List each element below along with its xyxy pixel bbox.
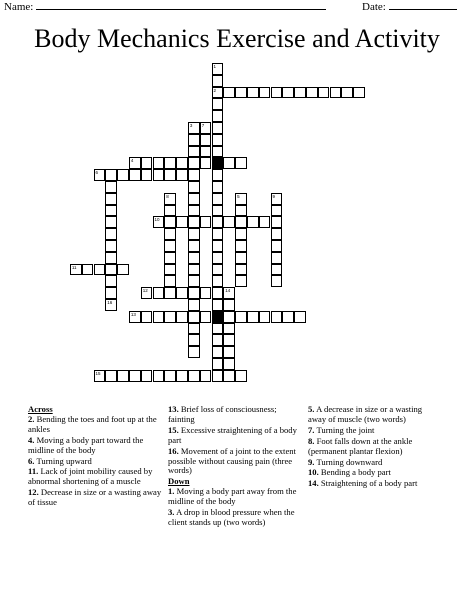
grid-cell[interactable] xyxy=(223,216,235,228)
grid-cell[interactable] xyxy=(259,216,271,228)
grid-cell[interactable] xyxy=(200,146,212,158)
grid-cell[interactable] xyxy=(212,205,224,217)
clue-number: 4 xyxy=(130,158,134,164)
clue-number: 9 xyxy=(272,193,276,199)
grid-cell[interactable] xyxy=(235,275,247,287)
grid-cell[interactable] xyxy=(105,240,117,252)
grid-cell[interactable] xyxy=(223,299,235,311)
grid-cell[interactable] xyxy=(188,264,200,276)
grid-cell[interactable] xyxy=(200,370,212,382)
grid-cell[interactable] xyxy=(188,157,200,169)
grid-cell[interactable] xyxy=(235,216,247,228)
grid-cell[interactable] xyxy=(271,311,283,323)
clue-across-4: 4. Moving a body part toward the midline of the body xyxy=(28,434,144,455)
grid-cell[interactable] xyxy=(94,169,106,181)
grid-cell[interactable] xyxy=(164,169,176,181)
down-heading: Down xyxy=(168,476,190,487)
grid-cell[interactable] xyxy=(188,346,200,358)
grid-cell[interactable] xyxy=(212,228,224,240)
grid-cell[interactable] xyxy=(271,205,283,217)
grid-cell[interactable] xyxy=(141,287,153,299)
grid-cell[interactable] xyxy=(105,205,117,217)
clue-down-7: 7. Turning the joint xyxy=(308,424,375,435)
grid-cell[interactable] xyxy=(223,358,235,370)
clue-across-15: 15. Excessive straightening of a body part xyxy=(168,424,297,445)
grid-cell[interactable] xyxy=(212,181,224,193)
grid-cell[interactable] xyxy=(94,370,106,382)
grid-cell[interactable] xyxy=(164,311,176,323)
grid-cell[interactable] xyxy=(164,264,176,276)
grid-cell[interactable] xyxy=(282,87,294,99)
clue-number: 1 xyxy=(213,64,217,69)
grid-cell[interactable] xyxy=(353,87,365,99)
clue-number: 12 xyxy=(142,288,148,294)
grid-cell[interactable] xyxy=(188,216,200,228)
grid-cell[interactable] xyxy=(235,370,247,382)
clue-down-3: 3. A drop in blood pressure when the client stands up (two words) xyxy=(168,507,295,527)
grid-cell[interactable] xyxy=(129,157,141,169)
page-title: Body Mechanics Exercise and Activity xyxy=(34,24,440,53)
grid-cell[interactable] xyxy=(212,146,224,158)
grid-cell[interactable] xyxy=(235,311,247,323)
grid-cell[interactable] xyxy=(188,287,200,299)
grid-cell[interactable] xyxy=(188,275,200,287)
grid-cell[interactable] xyxy=(341,87,353,99)
grid-cell[interactable] xyxy=(200,134,212,146)
across-clues-col1 xyxy=(28,405,164,509)
grid-cell[interactable] xyxy=(188,181,200,193)
grid-cell[interactable] xyxy=(223,287,235,299)
grid-cell[interactable] xyxy=(141,169,153,181)
grid-cell[interactable] xyxy=(188,228,200,240)
grid-cell[interactable] xyxy=(212,216,224,228)
clue-number: 14 xyxy=(225,288,231,294)
grid-cell[interactable] xyxy=(188,299,200,311)
grid-cell[interactable] xyxy=(212,193,224,205)
grid-cell[interactable] xyxy=(271,240,283,252)
grid-cell[interactable] xyxy=(235,264,247,276)
grid-cell[interactable] xyxy=(105,169,117,181)
grid-cell[interactable] xyxy=(176,157,188,169)
clue-down-9: 9. Turning downward xyxy=(308,456,383,467)
grid-cell[interactable] xyxy=(164,252,176,264)
grid-cell[interactable] xyxy=(105,216,117,228)
grid-cell[interactable] xyxy=(247,87,259,99)
grid-cell[interactable] xyxy=(188,240,200,252)
grid-cell[interactable] xyxy=(271,87,283,99)
grid-cell[interactable] xyxy=(223,334,235,346)
grid-cell[interactable] xyxy=(235,252,247,264)
grid-cell[interactable] xyxy=(271,264,283,276)
grid-cell[interactable] xyxy=(212,299,224,311)
grid-cell[interactable] xyxy=(247,311,259,323)
grid-cell[interactable] xyxy=(235,240,247,252)
grid-cell[interactable] xyxy=(271,216,283,228)
grid-cell[interactable] xyxy=(212,264,224,276)
grid-cell[interactable] xyxy=(188,323,200,335)
grid-cell[interactable] xyxy=(212,87,224,99)
grid-cell[interactable] xyxy=(129,311,141,323)
grid-cell[interactable] xyxy=(235,87,247,99)
grid-cell[interactable] xyxy=(306,87,318,99)
clue-number: 16 xyxy=(107,300,113,305)
grid-cell[interactable] xyxy=(188,311,200,323)
grid-cell[interactable] xyxy=(176,370,188,382)
grid-cell[interactable] xyxy=(117,169,129,181)
grid-cell[interactable] xyxy=(212,370,224,382)
grid-cell[interactable] xyxy=(235,157,247,169)
grid-cell[interactable] xyxy=(188,193,200,205)
clue-down-1: 1. Moving a body part away from the midline of the body xyxy=(168,486,297,507)
grid-cell[interactable] xyxy=(200,287,212,299)
grid-cell[interactable] xyxy=(176,311,188,323)
grid-cell[interactable] xyxy=(153,157,165,169)
grid-cell[interactable] xyxy=(212,358,224,370)
grid-cell[interactable] xyxy=(259,311,271,323)
grid-cell[interactable] xyxy=(330,87,342,99)
grid-cell[interactable] xyxy=(141,311,153,323)
grid-cell[interactable] xyxy=(164,240,176,252)
grid-cell[interactable] xyxy=(164,228,176,240)
grid-cell[interactable] xyxy=(176,169,188,181)
grid-cell[interactable] xyxy=(176,287,188,299)
grid-cell[interactable] xyxy=(70,264,82,276)
grid-cell[interactable] xyxy=(223,311,235,323)
grid-cell[interactable] xyxy=(153,169,165,181)
grid-cell[interactable] xyxy=(212,323,224,335)
grid-block xyxy=(212,311,224,323)
grid-cell[interactable] xyxy=(200,157,212,169)
clue-across-11: 11. Lack of joint mobility caused by abnormal shortening of a muscle xyxy=(28,466,153,487)
grid-cell[interactable] xyxy=(105,299,117,311)
clue-number: 10 xyxy=(154,217,160,223)
clue-across-16: 16. Movement of a joint to the extent possible without causing pain (three words) xyxy=(168,445,296,476)
clue-down-5: 5. A decrease in size or a wasting away of muscle (two words) xyxy=(308,404,423,424)
grid-cell[interactable] xyxy=(271,193,283,205)
grid-cell[interactable] xyxy=(141,157,153,169)
grid-cell[interactable] xyxy=(212,252,224,264)
clue-down-8: 8. Foot falls down at the ankle (permanent plantar flexion) xyxy=(308,435,413,456)
grid-cell[interactable] xyxy=(212,63,224,75)
grid-cell[interactable] xyxy=(153,216,165,228)
grid-cell[interactable] xyxy=(105,275,117,287)
clue-number: 8 xyxy=(166,193,169,199)
grid-cell[interactable] xyxy=(212,110,224,122)
grid-cell[interactable] xyxy=(212,334,224,346)
grid-cell[interactable] xyxy=(235,193,247,205)
clue-number: 13 xyxy=(130,311,136,317)
grid-cell[interactable] xyxy=(188,146,200,158)
grid-cell[interactable] xyxy=(200,216,212,228)
grid-cell[interactable] xyxy=(105,228,117,240)
grid-cell[interactable] xyxy=(164,275,176,287)
grid-cell[interactable] xyxy=(318,87,330,99)
grid-cell[interactable] xyxy=(141,370,153,382)
date-label: Date: xyxy=(362,1,386,13)
grid-cell[interactable] xyxy=(200,122,212,134)
grid-cell[interactable] xyxy=(212,122,224,134)
grid-cell[interactable] xyxy=(212,287,224,299)
grid-cell[interactable] xyxy=(164,205,176,217)
grid-cell[interactable] xyxy=(129,370,141,382)
grid-cell[interactable] xyxy=(117,370,129,382)
grid-block xyxy=(212,157,224,169)
name-label: Name: xyxy=(4,1,34,13)
grid-cell[interactable] xyxy=(223,323,235,335)
grid-cell[interactable] xyxy=(188,334,200,346)
grid-cell[interactable] xyxy=(129,169,141,181)
grid-cell[interactable] xyxy=(212,98,224,110)
clue-down-10: 10. Bending a body part xyxy=(308,467,391,478)
grid-cell[interactable] xyxy=(294,87,306,99)
clues-col2 xyxy=(168,405,302,529)
grid-cell[interactable] xyxy=(82,264,94,276)
clue-number: 7 xyxy=(201,123,205,128)
grid-cell[interactable] xyxy=(105,264,117,276)
grid-cell[interactable] xyxy=(294,311,306,323)
clue-across-12: 12. Decrease in size or a wasting away of tissue xyxy=(28,487,162,508)
clue-across-6: 6. Turning upward xyxy=(28,455,92,466)
grid-cell[interactable] xyxy=(282,311,294,323)
grid-cell[interactable] xyxy=(212,75,224,87)
grid-cell[interactable] xyxy=(271,252,283,264)
grid-cell[interactable] xyxy=(212,240,224,252)
grid-cell[interactable] xyxy=(200,311,212,323)
grid-cell[interactable] xyxy=(164,216,176,228)
grid-cell[interactable] xyxy=(223,157,235,169)
grid-cell[interactable] xyxy=(188,252,200,264)
grid-cell[interactable] xyxy=(176,216,188,228)
clue-number: 15 xyxy=(95,370,101,376)
grid-cell[interactable] xyxy=(271,228,283,240)
clue-number: 5 xyxy=(237,193,240,199)
grid-cell[interactable] xyxy=(164,193,176,205)
grid-cell[interactable] xyxy=(247,216,259,228)
clue-down-14: 14. Straightening of a body part xyxy=(308,478,418,489)
clue-across-13: 13. Brief loss of consciousness; fainting xyxy=(168,404,277,424)
grid-cell[interactable] xyxy=(164,157,176,169)
grid-cell[interactable] xyxy=(105,252,117,264)
grid-cell[interactable] xyxy=(235,205,247,217)
grid-cell[interactable] xyxy=(188,169,200,181)
grid-cell[interactable] xyxy=(153,370,165,382)
grid-cell[interactable] xyxy=(164,370,176,382)
clue-number: 6 xyxy=(95,170,99,176)
grid-cell[interactable] xyxy=(188,122,200,134)
clue-number: 2 xyxy=(213,87,217,93)
grid-cell[interactable] xyxy=(188,134,200,146)
grid-cell[interactable] xyxy=(271,275,283,287)
grid-cell[interactable] xyxy=(259,87,271,99)
clue-number: 11 xyxy=(71,264,77,270)
grid-cell[interactable] xyxy=(212,275,224,287)
grid-cell[interactable] xyxy=(153,287,165,299)
grid-cell[interactable] xyxy=(235,228,247,240)
grid-cell[interactable] xyxy=(223,370,235,382)
grid-cell[interactable] xyxy=(105,370,117,382)
grid-cell[interactable] xyxy=(117,264,129,276)
grid-cell[interactable] xyxy=(94,264,106,276)
grid-cell[interactable] xyxy=(105,287,117,299)
clue-number: 3 xyxy=(189,123,193,128)
grid-cell[interactable] xyxy=(212,134,224,146)
grid-cell[interactable] xyxy=(212,169,224,181)
grid-cell[interactable] xyxy=(105,193,117,205)
grid-cell[interactable] xyxy=(223,346,235,358)
grid-cell[interactable] xyxy=(223,87,235,99)
grid-cell[interactable] xyxy=(188,205,200,217)
grid-cell[interactable] xyxy=(105,181,117,193)
across-heading: Across xyxy=(28,404,53,414)
down-clues-col3 xyxy=(308,405,436,490)
clue-across-2: 2. Bending the toes and foot up at the ankles xyxy=(28,413,157,434)
grid-cell[interactable] xyxy=(153,311,165,323)
grid-cell[interactable] xyxy=(164,287,176,299)
grid-cell[interactable] xyxy=(188,370,200,382)
grid-cell[interactable] xyxy=(212,346,224,358)
